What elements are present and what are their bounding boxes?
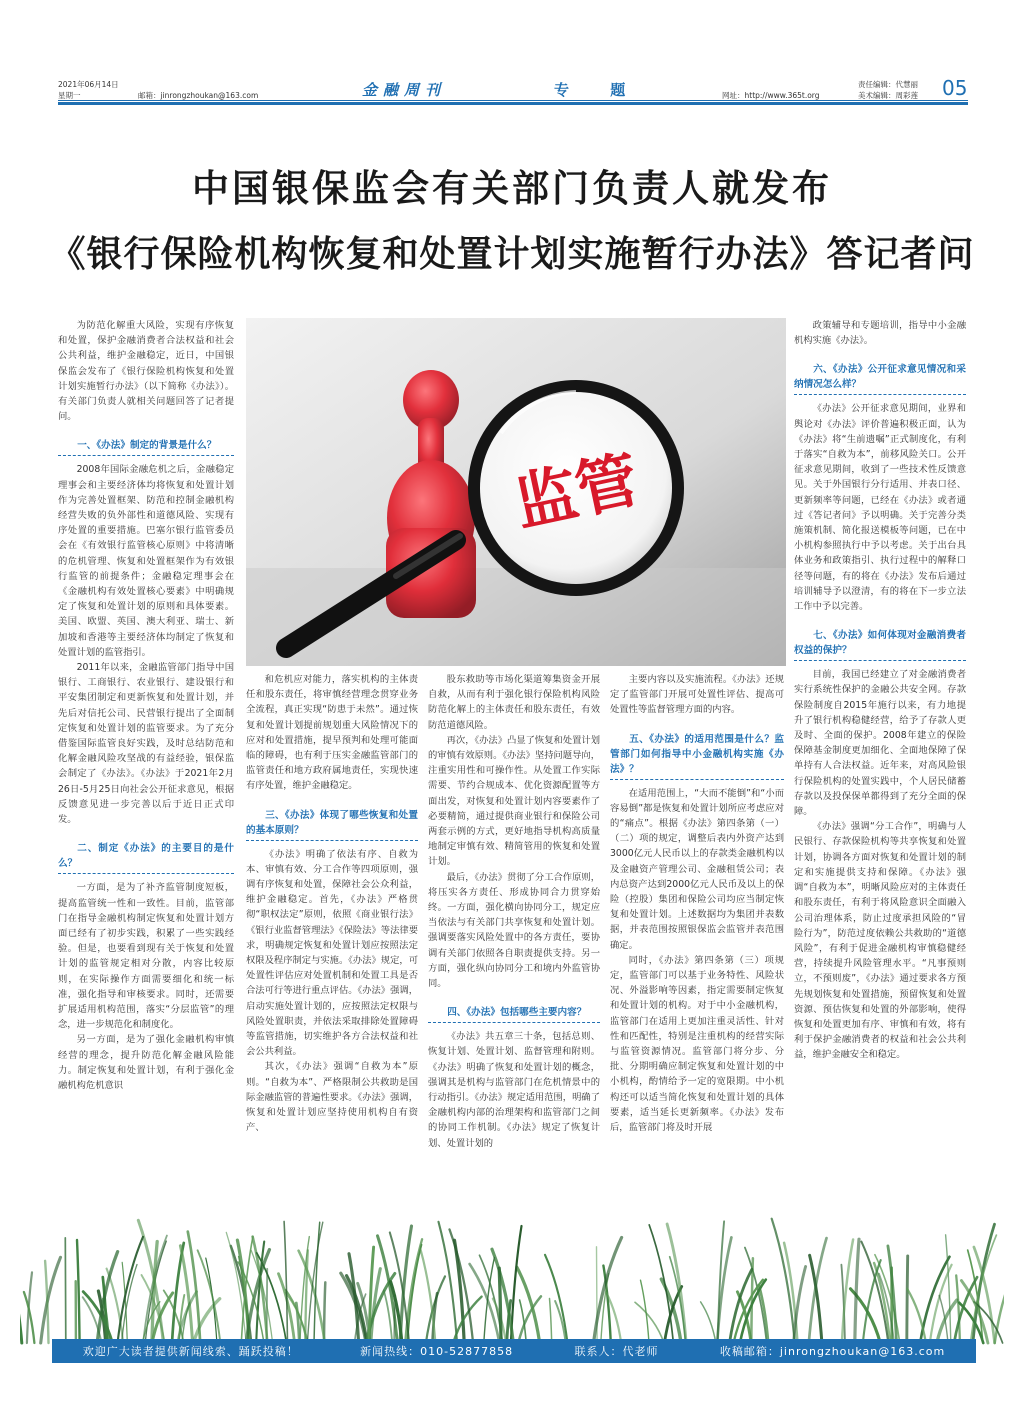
grass-blade [907,1289,926,1343]
magnifier-text: 监管 [508,442,645,541]
paragraph: 政策辅导和专题培训，指导中小金融机构实施《办法》。 [794,320,966,347]
header-editor: 责任编辑：代慧丽 [858,80,918,89]
issue-date: 2021年06月14日 [58,80,119,89]
headline-line-2: 《银行保险机构恢复和处置计划实施暂行办法》答记者问 [49,233,975,275]
header-email: 邮箱：jinrongzhoukan@163.com [138,91,259,100]
column-4 [610,672,784,1135]
grass-blade [188,1232,200,1343]
section-name: 专 题 [554,81,644,99]
header-website: 网址：http://www.365t.org [722,91,820,100]
paper-name: 金融周刊 [362,81,447,99]
paragraph: 最后，《办法》贯彻了分工合作原则，将压实各方责任、形成协同合力贯穿始终。一方面，强化横向协同分工，规定应当依法与有关部门共享恢复和处置计划。强调要落实风险处置中的各方责任，要协调有关部门依照各自职责提供支持。另一方面，强化纵向协同分工和境内外监管协同。 [428,871,600,990]
magnifier-illustration [246,318,786,666]
paragraph: 《办法》明确了依法有序、自救为本、审慎有效、分工合作等四项原则，强调有序恢复和处置，保障社会公众利益，维护金融稳定。首先，《办法》严格贯彻“职权法定”原则，依照《商业银行法》《银行业监督管理法》《保险法》等法律要求，明确规定恢复和处置计划应按照法定权限及程序制定与实施。《办法》规定，可处置性评估应对处置机制和处置工具是否合法可行等进行重点评估。《办法》强调，启动实施处置计划的，应按照法定权限与风险处置职责，并依法采取排除处置障碍等监管措施，切实维护各方合法权益和社会公共利益。 [246,848,418,1058]
header-divider [58,102,968,105]
grass-blade [284,1221,287,1343]
issue-weekday: 星期一 [58,91,81,100]
column-5 [794,318,966,1063]
paragraph: 目前，我国已经建立了对金融消费者实行系统性保护的金融公共安全网。存款保险制度自2015年施行以来，有力地提升了银行机构稳健经营，给予了存款人更及时、全面的保护。2008年建立的保险保障基金制度更加细化、全面地保障了保单持有人合法权益。近年来，对高风险银行保险机构的处置实践中，个人居民储蓄存款以及投保保单都得到了充分全面的保障。 [794,669,966,818]
intro-paragraph: 为防范化解重大风险，实现有序恢复和处置，保护金融消费者合法权益和社会公共利益，维护金融稳定，近日，中国银保监会发布了《银行保险机构恢复和处置计划实施暂行办法》（以下简称《办法》）。有关部门负责人就相关问题回答了记者提问。 [58,320,234,423]
paragraph: 再次，《办法》凸显了恢复和处置计划的审慎有效原则。《办法》坚持问题导向，注重实用性和可操作性。从处置工作实际需要、节约合规成本、优化资源配置等方面出发，对恢复和处置计划内容要素作了必要精简，通过提供商业银行和保险公司两套示例的方式，更好地指导机构高质量地制定审慎有效、精简管用的恢复和处置计划。 [428,734,600,868]
grass-blade [855,1239,859,1343]
grass-decoration [20,1215,1004,1345]
grass-blade [198,1250,221,1343]
page-number: 05 [942,76,968,100]
section-heading-3: 三、《办法》体现了哪些恢复和处置的基本原则？ [246,808,418,841]
column-3 [428,672,600,1151]
section-heading-7: 七、《办法》如何体现对金融消费者权益的保护？ [794,628,966,661]
grass-blade [77,1240,80,1343]
paragraph: 2011年以来，金融监管部门指导中国银行、工商银行、农业银行、建设银行和平安集团制定和更新恢复和处置计划，并先后对信托公司、民营银行提出了全面制定恢复和处置计划的监管要求。为了充分借鉴国际监管良好实践，及时总结防范和化解金融风险攻坚战的有益经验，银保监会制定了《办法》。《办法》于2021年2月26日-5月25日向社会公开征求意见，根据反馈意见进一步完善以后于近日正式印发。 [58,662,234,826]
grass-blade [759,1285,768,1343]
header-art-editor: 美术编辑：周彩莲 [858,91,918,100]
paragraph: 《办法》强调“分工合作”，明确与人民银行、存款保险机构等共享恢复和处置计划，协调各方面对恢复和处置计划的制定和实施提供支持和保障。《办法》强调“自救为本”，明晰风险应对的主体责任和股东责任，有利于将风险意识全面融入公司治理体系，防止过度承担风险的“冒险行为”，防范过度依赖公共救助的“道德风险”，有利于促进金融机构审慎稳健经营，持续提升风险管理水平。“凡事预则立，不预则废”，《办法》通过要求各方预先规划恢复和处置措施，预留恢复和处置资源、预估恢复和处置的外部影响，使得恢复和处置更加有序、审慎和有效，将有利于保护金融消费者的权益和社会公共利益，维护金融安全和稳定。 [794,821,966,1061]
paragraph: 另一方面，是为了强化金融机构审慎经营的理念，提升防范化解金融风险能力。制定恢复和处置计划，有利于强化金融机构危机意识 [58,1034,234,1091]
section-heading-5: 五、《办法》的适用范围是什么？监管部门如何指导中小金融机构实施《办法》？ [610,732,784,780]
page-header [0,0,1024,110]
grass-blade [635,1302,664,1343]
footer-bar [52,1339,976,1363]
footer-contact: 联系人：代老师 [574,1345,659,1358]
headline-line-1: 中国银保监会有关部门负责人就发布 [192,166,832,210]
paragraph: 和危机应对能力，落实机构的主体责任和股东责任，将审慎经营理念贯穿业务全流程，真正实现“防患于未然”。通过恢复和处置计划提前规划重大风险情况下的应对和处置措施，提早预判和处理可能面临的障碍，也有利于压实金融监管部门的监管责任和地方政府属地责任，实现快速有序处置，维护金融稳定。 [246,674,418,792]
footer-slogan: 欢迎广大读者提供新闻线索、踊跃投稿！ [82,1345,299,1358]
grass-blade [701,1302,716,1343]
grass-blade [206,1258,217,1343]
column-1 [58,318,234,1093]
paragraph: 主要内容以及实施流程。《办法》还规定了监管部门开展可处置性评估、提高可处置性等监督管理方面的内容。 [610,674,784,716]
paragraph: 2008年国际金融危机之后，金融稳定理事会和主要经济体均将恢复和处置计划作为完善处置框架、防范和控制金融机构经营失败的负外部性和道德风险、实现有序处置的重要措施。巴塞尔银行监管委员会在《有效银行监管核心原则》中将清晰的危机管理、恢复和处置框架作为有效银行监管的前提条件；金融稳定理事会在《金融机构有效处置核心要素》中明确规定了恢复和处置计划的原则和具体要素。美国、欧盟、英国、澳大利亚、瑞士、新加坡和香港等主要经济体均制定了恢复和处置计划的监管指引。 [58,464,234,658]
paragraph: 《办法》共五章三十条，包括总则、恢复计划、处置计划、监督管理和附则。《办法》明确了恢复和处置计划的概念，强调其是机构与监管部门在危机情景中的行动指引。《办法》规定适用范围，明确了金融机构内部的治理架构和监管部门之间的协同工作机制。《办法》规定了恢复计划、处置计划的 [428,1031,600,1149]
paragraph: 《办法》公开征求意见期间，业界和舆论对《办法》评价普遍积极正面，认为《办法》将“生前遗嘱”正式制度化，有利于落实“自救为本”，前移风险关口。公开征求意见期间，收到了一些技术性反馈意见。关于外国银行分行适用、并表口径、更新频率等问题，已经在《办法》或者通过《答记者问》予以明确。关于完善分类施策机制、简化报送模板等问题，已在中小机构参照执行中予以考虑。关于出台具体业务和政策指引、执行过程中的解释口径等问题，有的将在《办法》发布后通过培训辅导予以澄清，有的将在下一步立法工作中予以完善。 [794,403,966,613]
paragraph: 股东救助等市场化渠道筹集资金开展自救，从而有利于强化银行保险机构风险防范化解上的主体责任和股东责任，有效防范道德风险。 [428,674,600,731]
grass-blade [499,1268,501,1343]
paragraph: 在适用范围上，“大而不能倒”和“小而容易倒”都是恢复和处置计划所应考虑应对的“痛点”。根据《办法》第四条第（一）（二）项的规定，调整后表内外资产达到3000亿元人民币以上的存款类金融机构以及金融资产管理公司、金融租赁公司；表内总资产达到2000亿元人民币及以上的保险（控股）集团和保险公司均应当制定恢复和处置计划。上述数据均为集团并表数据，并表范围按照银保监会监管并表范围确定。 [610,787,784,951]
grass-blade [41,1257,61,1343]
grass-blade [20,1276,22,1343]
paragraph: 同时，《办法》第四条第（三）项规定，监管部门可以基于业务特性、风险状况、外溢影响等因素，指定需要制定恢复和处置计划的机构。对于中小金融机构，监管部门在适用上更加注重灵活性、针对性和匹配性，特别是注重机构的经营实际与监管资源情况。监管部门将分步、分批、分期明确应制定恢复和处置计划的中小机构，酌情给予一定的宽限期。中小机构还可以适当简化恢复和处置计划的具体要素，适当延长更新频率。《办法》发布后，监管部门将及时开展 [610,954,784,1134]
paragraph: 一方面，是为了补齐监管制度短板，提高监管统一性和一致性。目前，监管部门在指导金融机构制定恢复和处置计划方面已经有了初步实践，积累了一些实践经验。但是，也要看到现有关于恢复和处置计划的监管规定相对分散，内容比较原则，在实际操作方面需要细化和统一标准，强化指导和审核要求。同时，还需要扩展适用机构范围，落实“分层监管”的理念，进一步规范化和制度化。 [58,882,234,1031]
paragraph: 其次，《办法》强调“自救为本”原则。“自救为本”、严格限制公共救助是国际金融监管的普遍性要求。《办法》强调，恢复和处置计划应坚持使用机构自有资产、 [246,1061,418,1134]
footer-email: 收稿邮箱：jinrongzhoukan@163.com [719,1345,946,1358]
grass-blade [920,1257,949,1343]
section-heading-2: 二、制定《办法》的主要目的是什么？ [58,841,234,874]
grass-blade [995,1264,1004,1343]
section-heading-6: 六、《办法》公开征求意见情况和采纳情况怎么样？ [794,362,966,395]
footer-hotline: 新闻热线：010-52877858 [360,1345,514,1358]
magnifier-photo [246,318,786,666]
grass-blade [907,1256,908,1343]
grass-blade [45,1261,48,1343]
column-2 [246,672,418,1135]
grass-blade [550,1299,552,1344]
section-heading-1: 一、《办法》制定的背景是什么？ [58,438,234,456]
grass-blade [65,1238,66,1343]
section-heading-4: 四、《办法》包括哪些主要内容？ [428,1005,600,1023]
grass-blade [649,1225,673,1343]
header-divider-thin [58,100,968,101]
grass-blade [407,1245,421,1343]
